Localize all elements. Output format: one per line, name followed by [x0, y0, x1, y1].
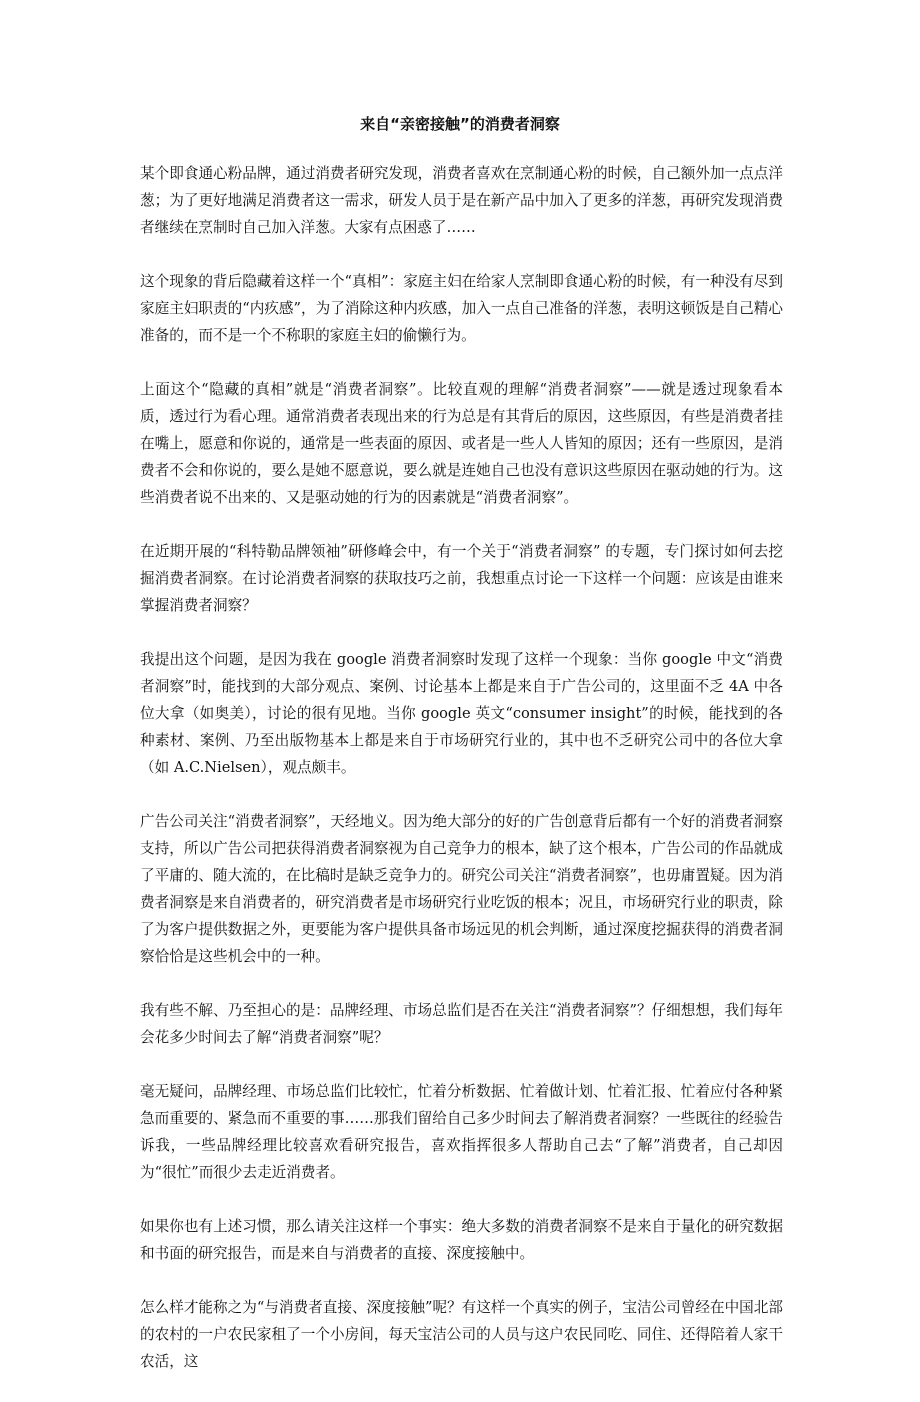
- paragraph-4: 在近期开展的“科特勒品牌领袖”研修峰会中，有一个关于“消费者洞察” 的专题，专门探讨如何去挖掘消费者洞察。在讨论消费者洞察的获取技巧之前，我想重点讨论一下这样一个问题：应该是由谁来掌握消费者洞察？: [140, 543, 783, 614]
- paragraph-5: 我提出这个问题，是因为我在 google 消费者洞察时发现了这样一个现象：当你 google 中文“消费者洞察”时，能找到的大部分观点、案例、讨论基本上都是来自于广告公司的，这里面不乏 4A 中各位大拿（如奥美），讨论的很有见地。当你 google 英文“consumer insight”的时候，能找到的各种素材、案例、乃至出版物基本上都是来自于市场研究行业的，其中也不乏研究公司中的各位大拿（如 A.C.Nielsen），观点颇丰。: [140, 651, 783, 776]
- paragraph-6: 广告公司关注“消费者洞察”，天经地义。因为绝大部分的好的广告创意背后都有一个好的消费者洞察支持，所以广告公司把获得消费者洞察视为自己竞争力的根本，缺了这个根本，广告公司的作品就成了平庸的、随大流的，在比稿时是缺乏竞争力的。研究公司关注“消费者洞察”，也毋庸置疑。因为消费者洞察是来自消费者的，研究消费者是市场研究行业吃饭的根本；况且，市场研究行业的职责，除了为客户提供数据之外，更要能为客户提供具备市场远见的机会判断，通过深度挖掘获得的消费者洞察恰恰是这些机会中的一种。: [140, 813, 783, 965]
- paragraph-7: 我有些不解、乃至担心的是：品牌经理、市场总监们是否在关注“消费者洞察”？仔细想想，我们每年会花多少时间去了解“消费者洞察”呢？: [140, 1002, 783, 1046]
- paragraph-9: 如果你也有上述习惯，那么请关注这样一个事实：绝大多数的消费者洞察不是来自于量化的研究数据和书面的研究报告，而是来自与消费者的直接、深度接触中。: [140, 1218, 783, 1262]
- paragraph-3: 上面这个“隐藏的真相”就是“消费者洞察”。比较直观的理解“消费者洞察”——就是透过现象看本质，透过行为看心理。通常消费者表现出来的行为总是有其背后的原因，这些原因，有些是消费者挂在嘴上，愿意和你说的，通常是一些表面的原因、或者是一些人人皆知的原因；还有一些原因，是消费者不会和你说的，要么是她不愿意说，要么就是连她自己也没有意识这些原因在驱动她的行为。这些消费者说不出来的、又是驱动她的行为的因素就是“消费者洞察”。: [140, 381, 783, 506]
- paragraph-10: 怎么样才能称之为“与消费者直接、深度接触”呢？有这样一个真实的例子，宝洁公司曾经在中国北部的农村的一户农民家租了一个小房间，每天宝洁公司的人员与这户农民同吃、同住、还得陪着人家干农活，这: [140, 1299, 783, 1370]
- document-body: [140, 160, 783, 1402]
- paragraph-8: 毫无疑问，品牌经理、市场总监们比较忙，忙着分析数据、忙着做计划、忙着汇报、忙着应付各种紧急而重要的、紧急而不重要的事……那我们留给自己多少时间去了解消费者洞察？一些既往的经验告诉我，一些品牌经理比较喜欢看研究报告，喜欢指挥很多人帮助自己去“了解”消费者，自己却因为“很忙”而很少去走近消费者。: [140, 1083, 783, 1181]
- paragraph-1: 某个即食通心粉品牌，通过消费者研究发现，消费者喜欢在烹制通心粉的时候，自己额外加一点点洋葱；为了更好地满足消费者这一需求，研发人员于是在新产品中加入了更多的洋葱，再研究发现消费者继续在烹制时自己加入洋葱。大家有点困惑了……: [140, 165, 783, 236]
- paragraph-2: 这个现象的背后隐藏着这样一个“真相”：家庭主妇在给家人烹制即食通心粉的时候，有一种没有尽到家庭主妇职责的“内疚感”，为了消除这种内疚感，加入一点自己准备的洋葱，表明这顿饭是自己精心准备的，而不是一个不称职的家庭主妇的偷懒行为。: [140, 273, 783, 344]
- document-title: 来自“亲密接触”的消费者洞察: [360, 115, 560, 133]
